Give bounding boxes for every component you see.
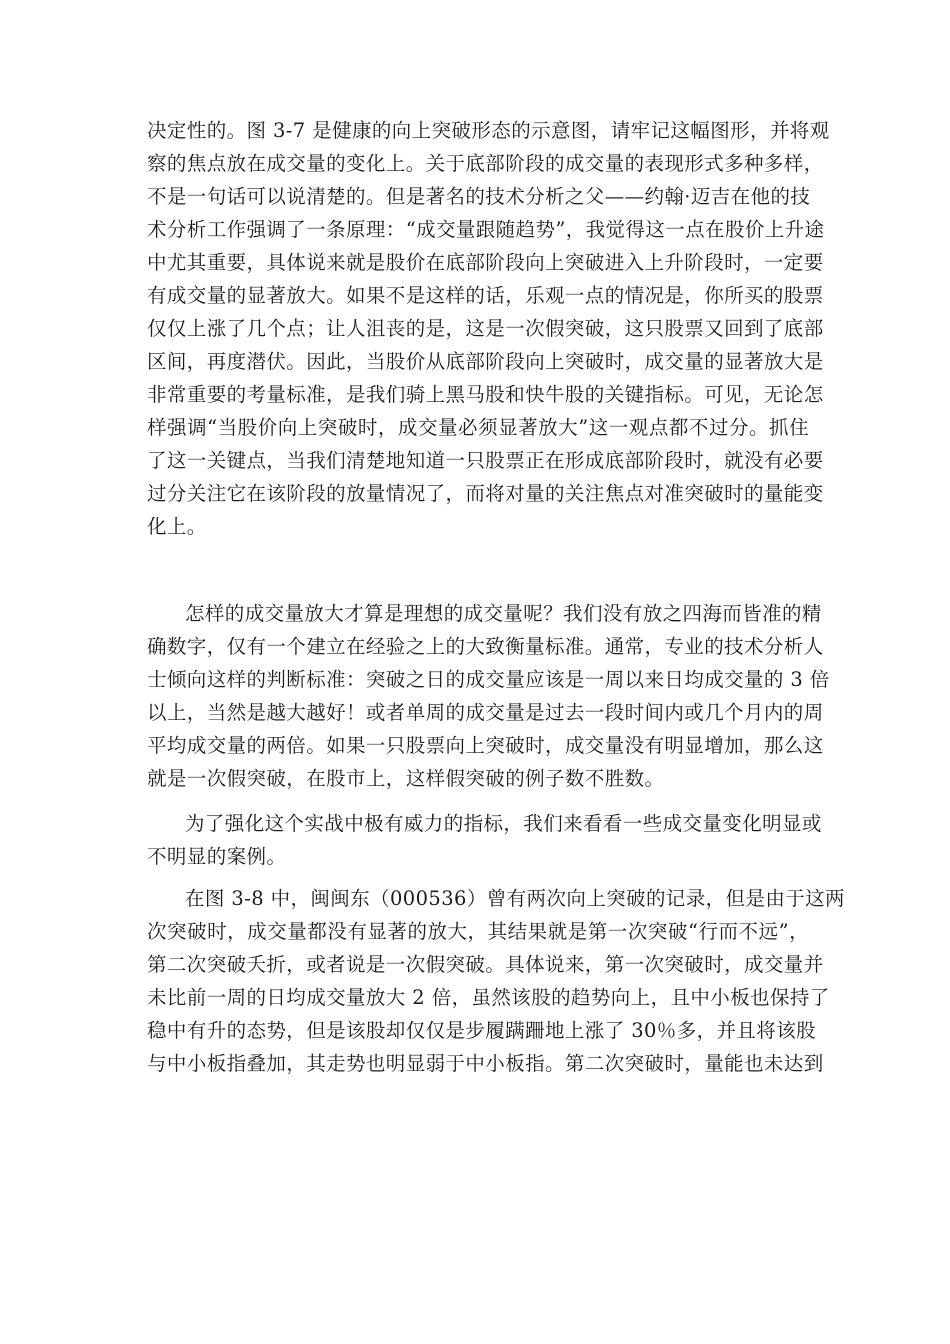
text-line: 过分关注它在该阶段的放量情况了，而将对量的关注焦点对准突破时的量能变 xyxy=(147,482,824,505)
paragraph-2 xyxy=(147,597,830,795)
text-line: 仅仅上涨了几个点；让人沮丧的是，这是一次假突破，这只股票又回到了底部 xyxy=(147,317,824,340)
text-line: 士倾向这样的判断标准：突破之日的成交量应该是一周以来日均成交量的 3 倍 xyxy=(147,668,830,691)
text-line: 有成交量的显著放大。如果不是这样的话，乐观一点的情况是，你所买的股票 xyxy=(147,284,824,307)
text-line: 区间，再度潜伏。因此，当股价从底部阶段向上突破时，成交量的显著放大是 xyxy=(147,350,824,373)
text-line: 次突破时，成交量都没有显著的放大，其结果就是第一次突破“行而不远”， xyxy=(147,920,809,943)
text-line: 怎样的成交量放大才算是理想的成交量呢？我们没有放之四海而皆准的精 xyxy=(185,602,822,625)
text-line: 中尤其重要，具体说来就是股价在底部阶段向上突破进入上升阶段时，一定要 xyxy=(147,251,824,274)
paragraph-3 xyxy=(147,807,822,873)
text-line: 术分析工作强调了一条原理：“成交量跟随趋势”，我觉得这一点在股价上升途 xyxy=(147,218,825,241)
text-line: 在图 3-8 中，闽闽东（000536）曾有两次向上突破的记录，但是由于这两 xyxy=(185,887,845,910)
text-line: 了这一关键点，当我们清楚地知道一只股票正在形成底部阶段时，就没有必要 xyxy=(147,449,824,472)
paragraph-4 xyxy=(147,882,845,1080)
text-line: 以上，当然是越大越好！或者单周的成交量是过去一段时间内或几个月内的周 xyxy=(147,701,824,724)
text-line: 平均成交量的两倍。如果一只股票向上突破时，成交量没有明显增加，那么这 xyxy=(147,734,824,757)
text-line: 未比前一周的日均成交量放大 2 倍，虽然该股的趋势向上，且中小板也保持了 xyxy=(147,986,830,1009)
text-line: 不明显的案例。 xyxy=(147,845,287,868)
text-line: 为了强化这个实战中极有威力的指标，我们来看看一些成交量变化明显或 xyxy=(185,812,822,835)
text-line: 稳中有升的态势，但是该股却仅仅是步履蹒跚地上涨了 30％多，并且将该股 xyxy=(147,1019,817,1042)
text-line: 决定性的。图 3-7 是健康的向上突破形态的示意图，请牢记这幅图形，并将观 xyxy=(147,119,830,142)
paragraph-1 xyxy=(147,114,830,543)
text-line: 察的焦点放在成交量的变化上。关于底部阶段的成交量的表现形式多种多样， xyxy=(147,152,824,175)
text-line: 非常重要的考量标准，是我们骑上黑马股和快牛股的关键指标。可见，无论怎 xyxy=(147,383,824,406)
text-line: 确数字，仅有一个建立在经验之上的大致衡量标准。通常，专业的技术分析人 xyxy=(147,635,824,658)
text-line: 不是一句话可以说清楚的。但是著名的技术分析之父——约翰·迈吉在他的技 xyxy=(147,185,811,208)
text-line: 第二次突破夭折，或者说是一次假突破。具体说来，第一次突破时，成交量并 xyxy=(147,953,824,976)
text-line: 样强调“当股价向上突破时，成交量必须显著放大”这一观点都不过分。抓住 xyxy=(147,416,809,439)
text-line: 与中小板指叠加，其走势也明显弱于中小板指。第二次突破时，量能也未达到 xyxy=(147,1052,824,1075)
text-line: 化上。 xyxy=(147,515,207,538)
text-line: 就是一次假突破，在股市上，这样假突破的例子数不胜数。 xyxy=(147,767,665,790)
